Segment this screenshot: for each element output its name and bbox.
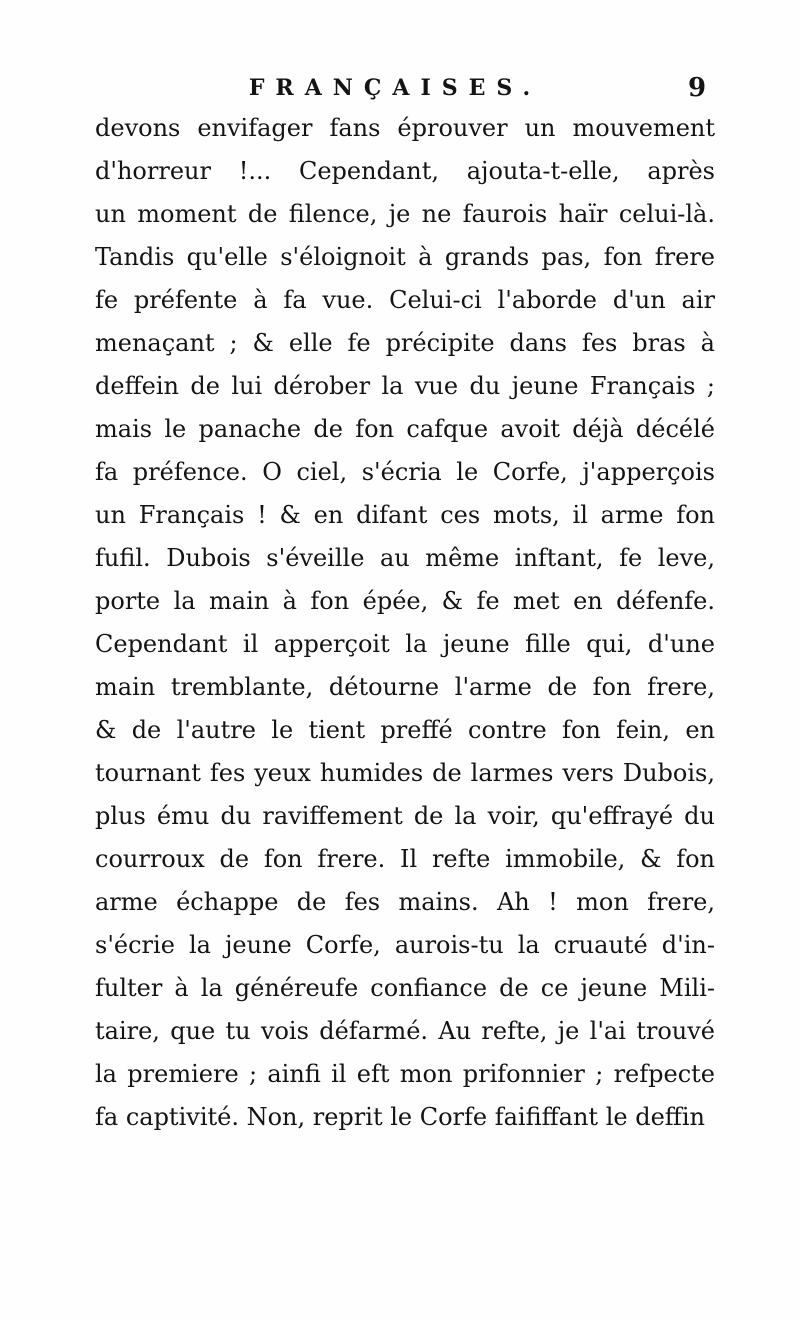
text-line: mais le panache de fon cafque avoit déjà décélé xyxy=(95,415,715,443)
text-line: tournant fes yeux humides de larmes vers Dubois, xyxy=(95,759,715,787)
running-title: FRANÇAISES. xyxy=(248,75,542,101)
text-line: s'écrie la jeune Corfe, aurois-tu la cruauté d'in- xyxy=(95,931,715,959)
text-line: fa préfence. O ciel, s'écria le Corfe, j'apperçois xyxy=(95,458,715,486)
text-line: plus ému du raviffement de la voir, qu'effrayé du xyxy=(95,802,715,830)
text-line: courroux de fon frere. Il refte immobile, & fon xyxy=(95,845,715,873)
text-line: un moment de filence, je ne faurois haïr celui-là. xyxy=(95,200,715,228)
text-line: & de l'autre le tient preffé contre fon fein, en xyxy=(95,716,715,744)
text-line: devons envifager fans éprouver un mouvement xyxy=(95,114,715,142)
text-line: fulter à la généreufe confiance de ce jeune Mili- xyxy=(95,974,715,1002)
page-number: 9 xyxy=(688,73,707,103)
text-line: deffein de lui dérober la vue du jeune Français ; xyxy=(95,372,715,400)
text-line: fa captivité. Non, reprit le Corfe faififfant le deffin xyxy=(95,1103,705,1131)
text-line: fufil. Dubois s'éveille au même inftant, fe leve, xyxy=(95,544,715,572)
text-line: la premiere ; ainfi il eft mon prifonnier ; refpecte xyxy=(95,1060,715,1088)
text-line: fe préfente à fa vue. Celui-ci l'aborde d'un air xyxy=(95,286,715,314)
text-line: Cependant il apperçoit la jeune fille qui, d'une xyxy=(95,630,715,658)
text-line: Tandis qu'elle s'éloignoit à grands pas, fon frere xyxy=(95,243,715,271)
text-line: main tremblante, détourne l'arme de fon frere, xyxy=(95,673,715,701)
text-line: taire, que tu vois défarmé. Au refte, je l'ai trouvé xyxy=(95,1017,715,1045)
text-line: un Français ! & en difant ces mots, il arme fon xyxy=(95,501,715,529)
text-line: menaçant ; & elle fe précipite dans fes bras à xyxy=(95,329,715,357)
body-text xyxy=(95,107,715,1139)
text-line: arme échappe de fes mains. Ah ! mon frere, xyxy=(95,888,715,916)
text-line: porte la main à fon épée, & fe met en défenfe. xyxy=(95,587,715,615)
running-header xyxy=(0,70,800,106)
text-line: d'horreur !... Cependant, ajouta-t-elle, après xyxy=(95,157,715,185)
